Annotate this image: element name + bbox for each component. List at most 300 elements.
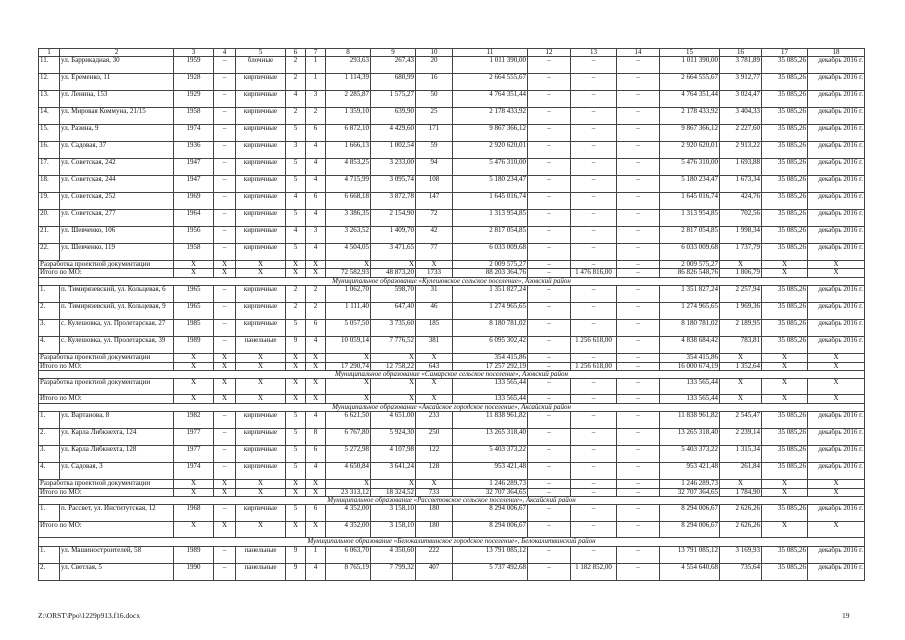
total-label-cell: Итого по МО: (39, 269, 174, 277)
wall-year-cell: – (214, 74, 236, 91)
unit-cost-cell: 3 169,93 (720, 546, 762, 563)
address-cell: ул. Машиностроителей, 58 (60, 546, 174, 563)
address-cell: п. Рассвет, ул. Институтская, 12 (60, 505, 174, 522)
total-cost-cell: 2 178 433,92 (453, 108, 528, 125)
max-cost-cell: 35 085,26 (762, 142, 808, 159)
local-budget-cell: – (617, 522, 660, 538)
fund-cell: – (528, 91, 571, 108)
regional-budget-cell: – (571, 159, 617, 176)
regional-budget-cell: – (571, 227, 617, 244)
living-area-cell: 12 758,22 (371, 362, 416, 370)
column-number-cell: 16 (720, 49, 762, 57)
max-cost-cell: 35 085,26 (762, 57, 808, 74)
deadline-cell: декабрь 2016 г. (808, 244, 865, 261)
residents-cell: 222 (416, 546, 453, 563)
section-title: Муниципальное образование «Аксайское городское поселение», Аксайский район (39, 403, 865, 411)
deadline-cell: декабрь 2016 г. (808, 446, 865, 463)
floors-cell: 4 (286, 227, 306, 244)
residents-cell: X (416, 354, 453, 362)
residents-cell: 233 (416, 412, 453, 429)
max-cost-cell: 35 085,26 (762, 244, 808, 261)
floors-cell: X (286, 480, 306, 488)
year-cell: X (174, 379, 214, 395)
regional-budget-cell: – (571, 57, 617, 74)
deadline-cell: декабрь 2016 г. (808, 429, 865, 446)
total-area-cell: 6 668,18 (326, 193, 371, 210)
wall-year-cell: – (214, 463, 236, 480)
floors-cell: X (286, 354, 306, 362)
total-cost-cell: 1 011 390,00 (453, 57, 528, 74)
wall-year-cell: – (214, 286, 236, 303)
residents-cell: 180 (416, 505, 453, 522)
total-area-cell: 4 715,99 (326, 176, 371, 193)
page-number: 19 (842, 611, 850, 620)
fund-cell: – (528, 125, 571, 142)
entrances-cell: 4 (306, 337, 326, 354)
max-cost-cell: 35 085,26 (762, 193, 808, 210)
floors-cell: X (286, 362, 306, 370)
entrances-cell: 3 (306, 227, 326, 244)
regional-budget-cell: – (571, 91, 617, 108)
living-area-cell: 1 409,70 (371, 227, 416, 244)
column-number-cell: 3 (174, 49, 214, 57)
total-area-cell: 6 063,70 (326, 546, 371, 563)
local-budget-cell: – (617, 412, 660, 429)
total-area-cell: 4 352,00 (326, 522, 371, 538)
total-label-cell: Разработка проектной документации (39, 354, 174, 362)
material-cell: X (236, 362, 286, 370)
total-label-cell: Итого по МО: (39, 488, 174, 496)
floors-cell: X (286, 522, 306, 538)
address-cell: с. Кулешовка, ул. Пролетарская, 39 (60, 337, 174, 354)
entrances-cell: 2 (306, 286, 326, 303)
table-row (39, 446, 865, 463)
material-cell: панельные (236, 337, 286, 354)
total-row (39, 488, 865, 496)
year-cell: 1974 (174, 125, 214, 142)
fund-cell: – (528, 546, 571, 563)
regional-budget-cell: – (571, 429, 617, 446)
living-area-cell: 4 651,00 (371, 412, 416, 429)
total-cost-cell: 1 351 827,24 (453, 286, 528, 303)
address-cell: ул. Карла Либкнехта, 124 (60, 429, 174, 446)
material-cell: кирпичные (236, 303, 286, 320)
row-number-cell: 1. (39, 505, 60, 522)
unit-cost-cell: 1 969,36 (720, 303, 762, 320)
total-area-cell: 8 765,19 (326, 563, 371, 580)
address-cell: п. Тимирязевский, ул. Кольцевая, 6 (60, 286, 174, 303)
deadline-cell: X (808, 395, 865, 403)
regional-budget-cell: – (571, 463, 617, 480)
floors-cell: 2 (286, 57, 306, 74)
max-cost-cell: 35 085,26 (762, 210, 808, 227)
regional-budget-cell: – (571, 488, 617, 496)
regional-budget-cell: – (571, 261, 617, 269)
unit-cost-cell: 1 737,79 (720, 244, 762, 261)
row-number-cell: 12. (39, 74, 60, 91)
local-budget-cell: – (617, 337, 660, 354)
fund-cell: – (528, 227, 571, 244)
total-cost-cell: 8 294 006,67 (453, 522, 528, 538)
regional-budget-cell: – (571, 74, 617, 91)
fund-cell: – (528, 286, 571, 303)
floors-cell: 5 (286, 446, 306, 463)
column-number-cell: 8 (326, 49, 371, 57)
year-cell: 1959 (174, 57, 214, 74)
deadline-cell: декабрь 2016 г. (808, 227, 865, 244)
living-area-cell: 267,43 (371, 57, 416, 74)
entrances-cell: 6 (306, 193, 326, 210)
total-row (39, 395, 865, 403)
total-area-cell: 10 059,14 (326, 337, 371, 354)
total-row (39, 354, 865, 362)
deadline-cell: декабрь 2016 г. (808, 337, 865, 354)
local-budget-cell: – (617, 546, 660, 563)
local-budget-cell: – (617, 91, 660, 108)
floors-cell: 2 (286, 303, 306, 320)
year-cell: 1947 (174, 176, 214, 193)
entrances-cell: 8 (306, 429, 326, 446)
regional-budget-cell: – (571, 244, 617, 261)
living-area-cell: 1 575,27 (371, 91, 416, 108)
owners-funds-cell: 1 274 965,65 (660, 303, 720, 320)
entrances-cell: 4 (306, 176, 326, 193)
table-row (39, 412, 865, 429)
row-number-cell: 13. (39, 91, 60, 108)
owners-funds-cell: 5 180 234,47 (660, 176, 720, 193)
deadline-cell: декабрь 2016 г. (808, 546, 865, 563)
material-cell: блочные (236, 57, 286, 74)
row-number-cell: 4. (39, 463, 60, 480)
total-cost-cell: 11 838 961,82 (453, 412, 528, 429)
total-label-cell: Итого по МО: (39, 522, 174, 538)
year-cell: 1974 (174, 463, 214, 480)
residents-cell: 147 (416, 193, 453, 210)
fund-cell: – (528, 337, 571, 354)
entrances-cell: 1 (306, 74, 326, 91)
living-area-cell: 3 158,10 (371, 505, 416, 522)
floors-cell: 2 (286, 286, 306, 303)
section-row (39, 538, 865, 546)
material-cell: кирпичные (236, 412, 286, 429)
material-cell: X (236, 354, 286, 362)
max-cost-cell: 35 085,26 (762, 337, 808, 354)
residents-cell: 733 (416, 488, 453, 496)
total-cost-cell: 2 817 054,85 (453, 227, 528, 244)
living-area-cell: X (371, 379, 416, 395)
unit-cost-cell: 1 693,88 (720, 159, 762, 176)
year-cell: X (174, 354, 214, 362)
fund-cell: – (528, 320, 571, 337)
regional-budget-cell: 1 256 618,00 (571, 337, 617, 354)
residents-cell: 42 (416, 227, 453, 244)
fund-cell: – (528, 412, 571, 429)
year-cell: 1982 (174, 412, 214, 429)
unit-cost-cell: 2 227,60 (720, 125, 762, 142)
material-cell: кирпичные (236, 159, 286, 176)
owners-funds-cell: 8 294 006,67 (660, 522, 720, 538)
address-cell: ул. Советская, 242 (60, 159, 174, 176)
material-cell: кирпичные (236, 446, 286, 463)
owners-funds-cell: 133 565,44 (660, 379, 720, 395)
deadline-cell: декабрь 2016 г. (808, 142, 865, 159)
floors-cell: X (286, 488, 306, 496)
section-row (39, 371, 865, 379)
total-cost-cell: 1 274 965,65 (453, 303, 528, 320)
living-area-cell: X (371, 261, 416, 269)
wall-year-cell: – (214, 320, 236, 337)
owners-funds-cell: 953 421,48 (660, 463, 720, 480)
unit-cost-cell: 1 806,79 (720, 269, 762, 277)
capital-repair-table (38, 48, 865, 581)
deadline-cell: декабрь 2016 г. (808, 108, 865, 125)
year-cell: 1977 (174, 429, 214, 446)
max-cost-cell: X (762, 379, 808, 395)
fund-cell: – (528, 193, 571, 210)
max-cost-cell: 35 085,26 (762, 286, 808, 303)
year-cell: 1990 (174, 563, 214, 580)
total-cost-cell: 17 257 292,19 (453, 362, 528, 370)
local-budget-cell: – (617, 244, 660, 261)
residents-cell: 381 (416, 337, 453, 354)
regional-budget-cell: 1 256 618,00 (571, 362, 617, 370)
total-cost-cell: 5 403 373,22 (453, 446, 528, 463)
row-number-cell: 15. (39, 125, 60, 142)
total-row (39, 480, 865, 488)
local-budget-cell: – (617, 480, 660, 488)
max-cost-cell: 35 085,26 (762, 159, 808, 176)
residents-cell: 250 (416, 429, 453, 446)
material-cell: X (236, 379, 286, 395)
max-cost-cell: X (762, 261, 808, 269)
local-budget-cell: – (617, 269, 660, 277)
total-cost-cell: 133 565,44 (453, 395, 528, 403)
wall-year-cell: – (214, 108, 236, 125)
deadline-cell: декабрь 2016 г. (808, 286, 865, 303)
year-cell: 1936 (174, 142, 214, 159)
living-area-cell: 3 641,24 (371, 463, 416, 480)
owners-funds-cell: 4 838 684,42 (660, 337, 720, 354)
address-cell: ул. Баррикадная, 30 (60, 57, 174, 74)
wall-year-cell: – (214, 57, 236, 74)
living-area-cell: 3 233,00 (371, 159, 416, 176)
owners-funds-cell: 2 664 555,67 (660, 74, 720, 91)
regional-budget-cell: – (571, 480, 617, 488)
total-area-cell: 4 352,00 (326, 505, 371, 522)
owners-funds-cell: 1 011 390,00 (660, 57, 720, 74)
material-cell: кирпичные (236, 91, 286, 108)
living-area-cell: 4 429,60 (371, 125, 416, 142)
column-number-cell: 6 (286, 49, 306, 57)
regional-budget-cell: – (571, 522, 617, 538)
wall-year-cell: – (214, 446, 236, 463)
table-row (39, 303, 865, 320)
total-cost-cell: 88 203 364,76 (453, 269, 528, 277)
unit-cost-cell: X (720, 480, 762, 488)
material-cell: кирпичные (236, 227, 286, 244)
total-label-cell: Разработка проектной документации (39, 480, 174, 488)
owners-funds-cell: 4 554 640,68 (660, 563, 720, 580)
residents-cell: X (416, 395, 453, 403)
address-cell: ул. Советская, 277 (60, 210, 174, 227)
living-area-cell: 4 350,60 (371, 546, 416, 563)
section-row (39, 277, 865, 285)
local-budget-cell: – (617, 505, 660, 522)
wall-year-cell: – (214, 176, 236, 193)
deadline-cell: X (808, 379, 865, 395)
total-row (39, 362, 865, 370)
living-area-cell: 18 324,52 (371, 488, 416, 496)
total-area-cell: 23 313,12 (326, 488, 371, 496)
material-cell: кирпичные (236, 463, 286, 480)
table-row (39, 125, 865, 142)
table-body (39, 49, 865, 581)
column-number-cell: 4 (214, 49, 236, 57)
owners-funds-cell: 6 033 009,68 (660, 244, 720, 261)
max-cost-cell: 35 085,26 (762, 303, 808, 320)
fund-cell: – (528, 488, 571, 496)
local-budget-cell: – (617, 429, 660, 446)
wall-year-cell: – (214, 210, 236, 227)
year-cell: X (174, 488, 214, 496)
table-row (39, 57, 865, 74)
floors-cell: 5 (286, 429, 306, 446)
total-area-cell: X (326, 354, 371, 362)
section-title: Муниципальное образование «Белокалитвинское городское поселение», Белокалитвинский район (39, 538, 865, 546)
regional-budget-cell: 1 476 816,00 (571, 269, 617, 277)
material-cell: панельные (236, 563, 286, 580)
local-budget-cell: – (617, 379, 660, 395)
row-number-cell: 19. (39, 193, 60, 210)
material-cell: X (236, 522, 286, 538)
total-label-cell: Итого по МО: (39, 362, 174, 370)
regional-budget-cell: – (571, 176, 617, 193)
living-area-cell: 598,70 (371, 286, 416, 303)
total-row (39, 261, 865, 269)
deadline-cell: X (808, 354, 865, 362)
max-cost-cell: X (762, 354, 808, 362)
floors-cell: 5 (286, 412, 306, 429)
year-cell: 1989 (174, 546, 214, 563)
total-cost-cell: 133 565,44 (453, 379, 528, 395)
table-row (39, 505, 865, 522)
residents-cell: 407 (416, 563, 453, 580)
unit-cost-cell: 1 673,34 (720, 176, 762, 193)
wall-year-cell: – (214, 227, 236, 244)
unit-cost-cell: 261,84 (720, 463, 762, 480)
deadline-cell: декабрь 2016 г. (808, 303, 865, 320)
column-number-cell: 10 (416, 49, 453, 57)
fund-cell: – (528, 210, 571, 227)
section-title: Муниципальное образование «Рассветовское сельское поселение», Аксайский район (39, 497, 865, 505)
living-area-cell: 7 776,52 (371, 337, 416, 354)
regional-budget-cell: – (571, 354, 617, 362)
deadline-cell: декабрь 2016 г. (808, 320, 865, 337)
local-budget-cell: – (617, 354, 660, 362)
regional-budget-cell: – (571, 108, 617, 125)
material-cell: кирпичные (236, 108, 286, 125)
total-row (39, 379, 865, 395)
total-area-cell: X (326, 395, 371, 403)
address-cell: ул. Шевченко, 119 (60, 244, 174, 261)
unit-cost-cell: X (720, 395, 762, 403)
entrances-cell: X (306, 269, 326, 277)
fund-cell: – (528, 362, 571, 370)
residents-cell: X (416, 261, 453, 269)
year-cell: 1958 (174, 108, 214, 125)
owners-funds-cell: 4 764 351,44 (660, 91, 720, 108)
deadline-cell: X (808, 362, 865, 370)
total-area-cell: 2 285,87 (326, 91, 371, 108)
deadline-cell: декабрь 2016 г. (808, 210, 865, 227)
owners-funds-cell: 1 645 016,74 (660, 193, 720, 210)
total-cost-cell: 2 664 555,67 (453, 74, 528, 91)
residents-cell: 77 (416, 244, 453, 261)
total-area-cell: 6 872,10 (326, 125, 371, 142)
unit-cost-cell: 2 545,47 (720, 412, 762, 429)
local-budget-cell: – (617, 57, 660, 74)
floors-cell: 5 (286, 210, 306, 227)
column-number-cell: 15 (660, 49, 720, 57)
year-cell: X (174, 522, 214, 538)
floors-cell: 2 (286, 108, 306, 125)
column-number-cell: 14 (617, 49, 660, 57)
floors-cell: 5 (286, 463, 306, 480)
unit-cost-cell: X (720, 261, 762, 269)
fund-cell: – (528, 522, 571, 538)
local-budget-cell: – (617, 227, 660, 244)
table-row (39, 91, 865, 108)
wall-year-cell: X (214, 488, 236, 496)
fund-cell: – (528, 480, 571, 488)
material-cell: кирпичные (236, 320, 286, 337)
living-area-cell: 647,40 (371, 303, 416, 320)
unit-cost-cell: 1 352,64 (720, 362, 762, 370)
total-area-cell: 293,63 (326, 57, 371, 74)
wall-year-cell: – (214, 563, 236, 580)
entrances-cell: 4 (306, 159, 326, 176)
material-cell: X (236, 395, 286, 403)
row-number-cell: 1. (39, 286, 60, 303)
unit-cost-cell: 1 315,34 (720, 446, 762, 463)
max-cost-cell: 35 085,26 (762, 446, 808, 463)
deadline-cell: X (808, 522, 865, 538)
year-cell: 1965 (174, 286, 214, 303)
living-area-cell: 2 154,90 (371, 210, 416, 227)
total-cost-cell: 1 313 954,85 (453, 210, 528, 227)
row-number-cell: 3. (39, 446, 60, 463)
owners-funds-cell: 16 000 674,19 (660, 362, 720, 370)
total-area-cell: 5 057,50 (326, 320, 371, 337)
address-cell: ул. Ленина, 153 (60, 91, 174, 108)
total-cost-cell: 13 791 085,12 (453, 546, 528, 563)
address-cell: с. Кулешовка, ул. Пролетарская, 27 (60, 320, 174, 337)
row-number-cell: 16. (39, 142, 60, 159)
floors-cell: 3 (286, 142, 306, 159)
local-budget-cell: – (617, 563, 660, 580)
wall-year-cell: – (214, 125, 236, 142)
max-cost-cell: 35 085,26 (762, 429, 808, 446)
table-row (39, 176, 865, 193)
year-cell: X (174, 480, 214, 488)
entrances-cell: 1 (306, 57, 326, 74)
unit-cost-cell: X (720, 379, 762, 395)
table-row (39, 463, 865, 480)
floors-cell: 9 (286, 337, 306, 354)
deadline-cell: декабрь 2016 г. (808, 57, 865, 74)
unit-cost-cell: X (720, 354, 762, 362)
local-budget-cell: – (617, 74, 660, 91)
